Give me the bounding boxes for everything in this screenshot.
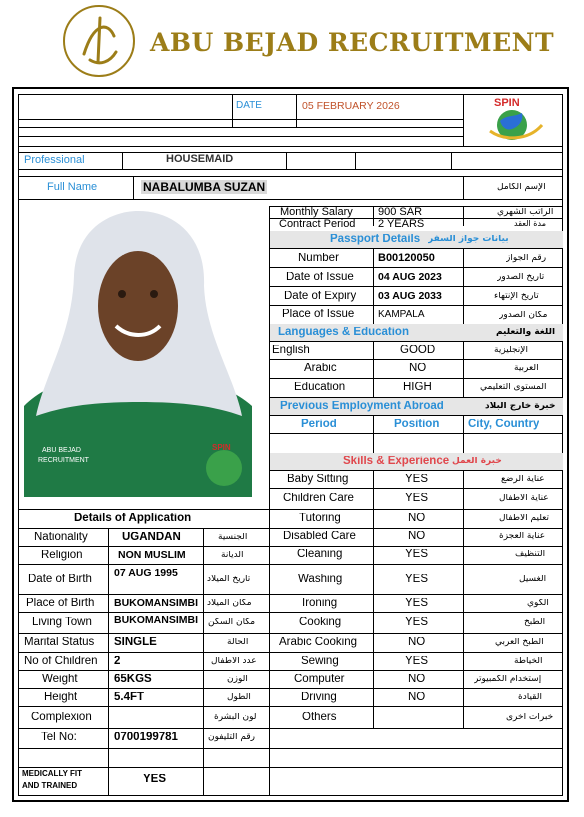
skill-washing-value: YES [405,574,429,585]
company-name: ABU BEJAD RECRUITMENT [150,28,555,57]
languages-title-arabic: اللغة والتعليم [496,328,556,337]
company-logo [60,2,138,80]
passport-number-arabic: رقم الجواز [506,254,547,263]
place-of-issue-arabic: مكان الصدور [499,311,548,320]
children-label: No of Children [24,656,98,667]
date-of-expiry-arabic: تاريخ الإنتهاء [494,292,539,301]
skill-others-arabic: خبرات أخرى [506,713,554,722]
english-value: GOOD [400,345,436,356]
height-value: 5.4FT [114,692,145,703]
religion-arabic: الديانة [221,551,244,560]
monthly-salary-value: 900 SAR [378,207,423,218]
tel-arabic: رقم التليفون [208,733,255,742]
skill-ironing-arabic: الكوي [527,599,549,608]
nationality-arabic: الجنسية [218,533,248,542]
height-label: Height [44,692,78,703]
languages-title: Languages & Education [278,327,409,338]
skill-disabled-care-value: NO [408,531,426,542]
skill-computer-arabic: إستخدام الكمبيوتر [474,675,542,684]
employment-city-country-header: City, Country [468,419,540,430]
place-of-birth-value: BUKOMANSIMBI [114,598,198,609]
skill-children-care-label: Children Care [283,493,354,504]
education-arabic: المستوى التعليمي [480,383,547,392]
complexion-label: Complexion [31,712,92,723]
living-town-arabic: مكان السكن [208,618,256,627]
place-of-birth-arabic: مكان الميلاد [207,599,252,608]
skill-tutoring-value: NO [408,513,426,524]
dob-value: 07 AUG 1995 [114,568,178,579]
employment-title: Previous Employment Abroad [280,401,444,412]
tel-label: Tel No: [41,732,77,743]
nationality-value: UGANDAN [122,532,181,543]
marital-status-label: Marital Status [24,637,95,648]
professional-value: HOUSEMAID [166,154,234,165]
religion-label: Religion [41,550,83,561]
weight-label: Weight [42,674,78,685]
complexion-arabic: لون البشرة [214,713,257,722]
skill-ironing-value: YES [405,598,429,609]
skill-washing-arabic: الغسيل [519,575,547,584]
date-of-issue-value: 04 AUG 2023 [378,272,442,283]
nationality-label: Nationality [34,532,88,543]
children-arabic: عدد الأطفال [211,657,257,666]
contract-period-arabic: مدة العقد [514,220,546,228]
dob-arabic: تاريخ الميلاد [207,575,251,584]
skill-cooking-arabic: الطبخ [524,618,546,627]
place-of-issue-label: Place of Issue [282,309,355,320]
spin-logo [484,95,548,147]
marital-status-value: SINGLE [114,637,157,648]
medical-label-line2: AND TRAINED [22,782,78,790]
living-town-label: Living Town [32,617,92,628]
fullname-label: Full Name [47,182,98,193]
passport-number-label: Number [298,253,339,264]
date-of-issue-label: Date of Issue [286,272,354,283]
skill-driving-label: Driving [301,692,337,703]
contract-period-value: 2 YEARS [378,219,425,230]
skill-driving-value: NO [408,692,426,703]
skill-disabled-care-arabic: عناية العجزة [499,532,546,541]
skill-arabic-cooking-value: NO [408,637,426,648]
education-label: Education [294,382,346,393]
passport-title-arabic: بيانات جواز السفر [428,235,509,244]
tel-value: 0700199781 [114,732,178,743]
candidate-photo [24,206,252,497]
skill-disabled-care-label: Disabled Care [283,531,356,542]
monthly-salary-arabic: الراتب الشهري [497,208,554,217]
english-arabic: الإنجليزية [494,346,528,355]
arabic-label: Arabic [304,363,337,374]
date-of-issue-arabic: تاريخ الصدور [497,273,545,282]
skill-children-care-arabic: عناية الأطفال [499,494,549,503]
arabic-arabic: العربية [514,364,539,373]
weight-arabic: الوزن [227,675,248,684]
medical-label-line1: MEDICALLY FIT [22,770,83,778]
skill-cleaning-value: YES [405,549,429,560]
place-of-birth-label: Place of Birth [26,598,95,609]
height-arabic: الطول [227,693,251,702]
passport-number-value: B00120050 [378,253,435,264]
monthly-salary-label: Monthly Salary [280,207,353,218]
dob-label: Date of Birth [28,574,92,585]
skill-sewing-arabic: الخياطة [514,657,543,666]
skills-title: Skills & Experience [343,456,450,467]
date-of-expiry-label: Date of Expiry [284,291,357,302]
religion-value: NON MUSLIM [118,550,186,561]
weight-value: 65KGS [114,674,152,685]
skill-arabic-cooking-arabic: الطبخ العربي [495,638,544,647]
skill-computer-value: NO [408,674,426,685]
svg-text:SPIN: SPIN [494,97,520,109]
education-value: HIGH [403,382,432,393]
fullname-value: NABALUMBA SUZAN [143,180,266,194]
skill-baby-sitting-label: Baby Sitting [287,474,349,485]
medical-value: YES [143,774,167,785]
professional-label: Professional [24,155,85,166]
employment-position-header: Position [394,419,440,430]
skill-baby-sitting-arabic: عناية الرضع [501,475,545,484]
skills-title-arabic: خبرة العمل [452,457,502,466]
english-label: English [272,345,310,356]
skill-cooking-value: YES [405,617,429,628]
date-label: DATE [236,101,262,111]
skill-arabic-cooking-label: Arabic Cooking [279,637,357,648]
skill-cleaning-arabic: التنظيف [515,550,546,559]
skill-computer-label: Computer [294,674,345,685]
svg-text:RECRUITMENT: RECRUITMENT [38,457,89,464]
skill-tutoring-arabic: تعليم الأطفال [499,514,550,523]
skill-others-label: Others [302,712,337,723]
skill-driving-arabic: القيادة [518,693,542,702]
children-value: 2 [114,656,121,667]
employment-title-arabic: خبرة خارج البلاد [485,402,556,411]
living-town-value: BUKOMANSIMBI [114,615,198,626]
skill-tutoring-label: Tutoring [299,513,341,524]
fullname-arabic: الإسم الكامل [497,183,546,192]
contract-period-label: Contract Period [279,219,356,230]
skill-sewing-value: YES [405,656,429,667]
skill-washing-label: Washing [298,574,343,585]
arabic-value: NO [409,363,427,374]
skill-ironing-label: Ironing [302,598,338,609]
skill-children-care-value: YES [405,493,429,504]
place-of-issue-value: KAMPALA [378,310,425,320]
employment-period-header: Period [301,419,337,430]
application-title: Details of Application [74,513,192,524]
passport-title: Passport Details [330,234,421,245]
date-value: 05 FEBRUARY 2026 [302,101,400,112]
skill-cleaning-label: Cleaning [297,549,343,560]
skill-sewing-label: Sewing [301,656,339,667]
skill-cooking-label: Cooking [299,617,342,628]
svg-text:ABU BEJAD: ABU BEJAD [42,447,81,454]
svg-text:SPIN: SPIN [212,443,231,452]
marital-status-arabic: الحالة [227,638,249,647]
date-of-expiry-value: 03 AUG 2033 [378,291,442,302]
skill-baby-sitting-value: YES [405,474,429,485]
